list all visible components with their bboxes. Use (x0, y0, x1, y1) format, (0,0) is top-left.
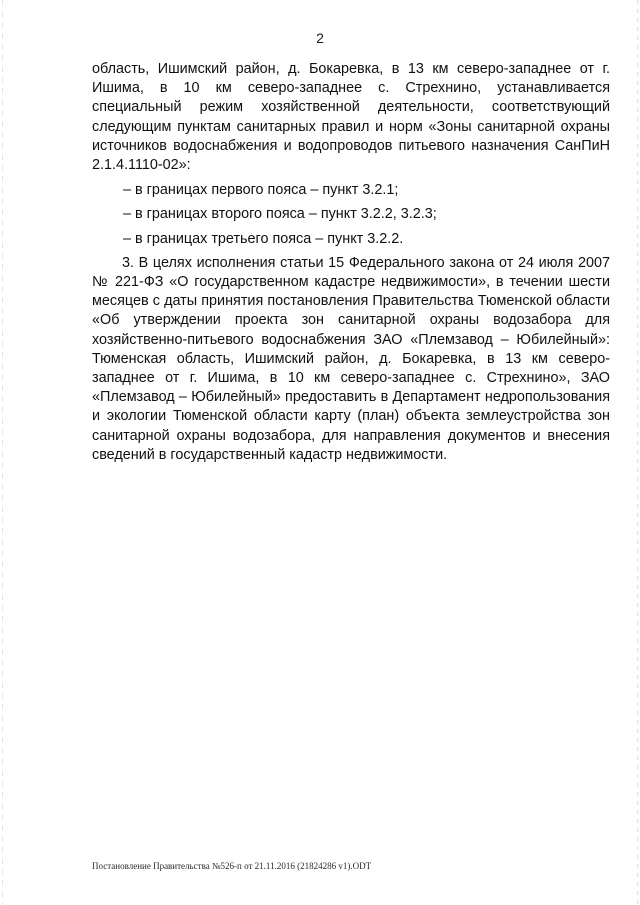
document-body (92, 60, 610, 465)
paragraph-continuation: область, Ишимский район, д. Бокаревка, в 13 км северо-западнее от г. Ишима, в 10 км северо-западнее с. Стрехнино, устанавливается специальный режим хозяйственной деятельности, соответствующий следующим пунктам санитарных правил и норм «Зоны санитарной охраны источников водоснабжения и водопроводов питьевого назначения СанПиН 2.1.4.1110-02»: (92, 61, 610, 174)
scan-edge-left (2, 0, 3, 905)
scan-edge-right (637, 0, 638, 905)
list-item-first-zone: – в границах первого пояса – пункт 3.2.1; (123, 182, 399, 199)
document-footer: Постановление Правительства №526-п от 21.11.2016 (21824286 v1).ODT (92, 861, 372, 871)
page-number: 2 (316, 30, 324, 46)
sanitary-zone-list (92, 181, 610, 249)
list-item-second-zone: – в границах второго пояса – пункт 3.2.2, 3.2.3; (123, 206, 437, 223)
paragraph-item-3: 3. В целях исполнения статьи 15 Федерального закона от 24 июля 2007 № 221-ФЗ «О государственном кадастре недвижимости», в течении шести месяцев с даты принятия постановления Правительства Тюменской области «Об утверждении проекта зон санитарной охраны водозабора для хозяйственно-питьевого водоснабжения ЗАО «Племзавод – Юбилейный»: Тюменская область, Ишимский район, д. Бокаревка, в 13 км северо-западнее от г. Ишима, в 10 км северо-западнее с. Стрехнино», ЗАО «Племзавод – Юбилейный» предоставить в Департамент недропользования и экологии Тюменской области карту (план) объекта землеустройства зон санитарной охраны водозабора, для направления документов и внесения сведений в государственный кадастр недвижимости. (92, 254, 610, 463)
list-item-third-zone: – в границах третьего пояса – пункт 3.2.2. (123, 230, 404, 247)
